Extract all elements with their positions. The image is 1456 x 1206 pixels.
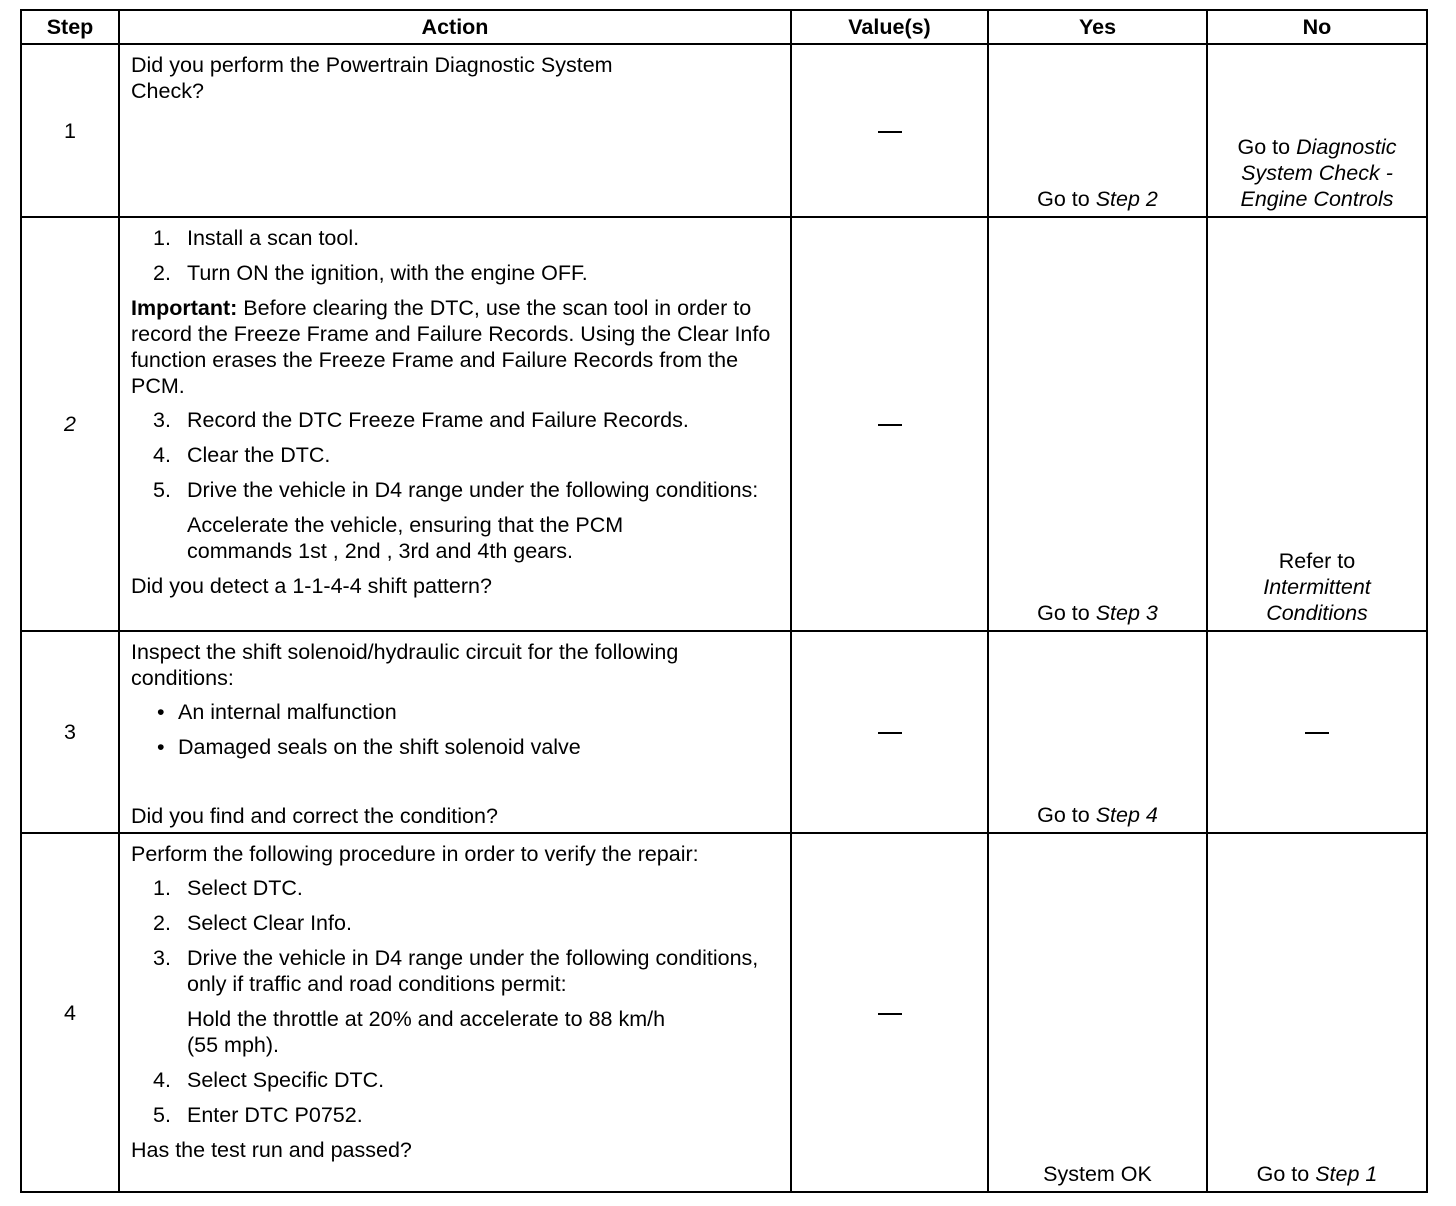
- action-question: Did you detect a 1-1-4-4 shift pattern?: [131, 574, 492, 598]
- no-cell: [1207, 631, 1427, 833]
- bullet-text: Damaged seals on the shift solenoid valve: [178, 735, 581, 759]
- action-intro: Inspect the shift solenoid/hydraulic circuit for the following conditions:: [131, 640, 679, 690]
- list-item: [131, 442, 780, 468]
- yes-cell: [988, 44, 1207, 217]
- list-num: 2.: [153, 261, 171, 285]
- list-num: 1.: [153, 876, 171, 900]
- list-item: [131, 260, 780, 286]
- list-item: [131, 1067, 780, 1093]
- action-cell: [119, 44, 791, 217]
- header-yes: Yes: [988, 10, 1207, 44]
- step-number: 4: [21, 833, 119, 1192]
- list-item: [131, 477, 780, 503]
- list-item: [131, 407, 780, 433]
- list-num: 3.: [153, 946, 171, 970]
- list-num: 1.: [153, 226, 171, 250]
- no-prefix: Go to: [1256, 1162, 1310, 1186]
- yes-target-link[interactable]: Step 2: [1095, 187, 1158, 211]
- no-prefix: Go to: [1237, 135, 1291, 159]
- important-label: Important:: [131, 296, 238, 320]
- no-target-link[interactable]: Step 1: [1315, 1162, 1378, 1186]
- list-text: Select DTC.: [187, 876, 303, 900]
- bullet-dot: •: [157, 735, 165, 759]
- list-num: 5.: [153, 1103, 171, 1127]
- yes-cell: [988, 631, 1207, 833]
- yes-prefix: Go to: [1037, 187, 1090, 211]
- action-cell: [119, 833, 791, 1192]
- important-note: [131, 295, 780, 399]
- table-row-step-1: [21, 44, 1427, 217]
- list-item: [131, 225, 780, 251]
- list-text: Enter DTC P0752.: [187, 1103, 363, 1127]
- value-cell: [791, 217, 988, 631]
- list-item: [131, 910, 780, 936]
- list-text: Record the DTC Freeze Frame and Failure Records.: [187, 408, 689, 432]
- step-number: 2: [21, 217, 119, 631]
- header-action: Action: [119, 10, 791, 44]
- list-num: 2.: [153, 911, 171, 935]
- list-text: Clear the DTC.: [187, 443, 331, 467]
- table-row-step-3: [21, 631, 1427, 833]
- yes-target-link[interactable]: Step 4: [1095, 803, 1158, 827]
- list-text: Select Clear Info.: [187, 911, 352, 935]
- yes-prefix: Go to: [1037, 803, 1090, 827]
- list-item: [131, 1102, 780, 1128]
- header-step: Step: [21, 10, 119, 44]
- bullet-item: [131, 699, 780, 725]
- list-item: [131, 945, 780, 997]
- no-cell: [1207, 217, 1427, 631]
- list-text: Drive the vehicle in D4 range under the following conditions, only if traffic and road conditions permit:: [187, 946, 759, 996]
- table-row-step-2: [21, 217, 1427, 631]
- no-dash: [1305, 732, 1329, 734]
- yes-cell: [988, 833, 1207, 1192]
- yes-target-link[interactable]: Step 3: [1095, 601, 1158, 625]
- action-cell: [119, 631, 791, 833]
- no-cell: [1207, 44, 1427, 217]
- list-num: 3.: [153, 408, 171, 432]
- yes-cell: [988, 217, 1207, 631]
- no-cell: [1207, 833, 1427, 1192]
- value-dash: [878, 131, 902, 133]
- header-values: Value(s): [791, 10, 988, 44]
- value-cell: [791, 833, 988, 1192]
- bullet-text: An internal malfunction: [178, 700, 397, 724]
- action-intro: Perform the following procedure in order to verify the repair:: [131, 842, 699, 866]
- list-text: Turn ON the ignition, with the engine OFF.: [187, 261, 588, 285]
- action-question: Did you find and correct the condition?: [131, 804, 498, 828]
- list-num: 4.: [153, 1068, 171, 1092]
- no-prefix: Refer to: [1278, 549, 1356, 573]
- bullet-item: [131, 734, 780, 760]
- spacer: [131, 769, 780, 803]
- yes-result: System OK: [1043, 1162, 1152, 1186]
- list-text: Drive the vehicle in D4 range under the following conditions:: [187, 478, 759, 502]
- no-target-link[interactable]: Intermittent Conditions: [1263, 575, 1371, 625]
- value-dash: [878, 424, 902, 426]
- bullet-dot: •: [157, 700, 165, 724]
- value-dash: [878, 732, 902, 734]
- diagnostic-table: [20, 9, 1428, 1193]
- step-number: 1: [21, 44, 119, 217]
- yes-prefix: Go to: [1037, 601, 1090, 625]
- step-number: 3: [21, 631, 119, 833]
- action-cell: [119, 217, 791, 631]
- list-item: [131, 875, 780, 901]
- sub-instruction: Hold the throttle at 20% and accelerate to 88 km/h (55 mph).: [187, 1007, 666, 1057]
- list-text: Install a scan tool.: [187, 226, 360, 250]
- no-target-link[interactable]: Diagnostic System Check - Engine Controls: [1240, 135, 1397, 211]
- value-cell: [791, 44, 988, 217]
- value-cell: [791, 631, 988, 833]
- value-dash: [878, 1013, 902, 1015]
- sub-instruction: Accelerate the vehicle, ensuring that the PCM commands 1st , 2nd , 3rd and 4th gears.: [187, 513, 624, 563]
- important-text: Before clearing the DTC, use the scan tool in order to record the Freeze Frame and Failure Records. Using the Clear Info function erases the Freeze Frame and Failure Records from the PCM.: [131, 296, 771, 398]
- list-num: 5.: [153, 478, 171, 502]
- list-text: Select Specific DTC.: [187, 1068, 385, 1092]
- list-num: 4.: [153, 443, 171, 467]
- header-no: No: [1207, 10, 1427, 44]
- action-question: Did you perform the Powertrain Diagnostic System Check?: [131, 53, 613, 103]
- header-row: [21, 10, 1427, 44]
- action-question: Has the test run and passed?: [131, 1138, 412, 1162]
- table-row-step-4: [21, 833, 1427, 1192]
